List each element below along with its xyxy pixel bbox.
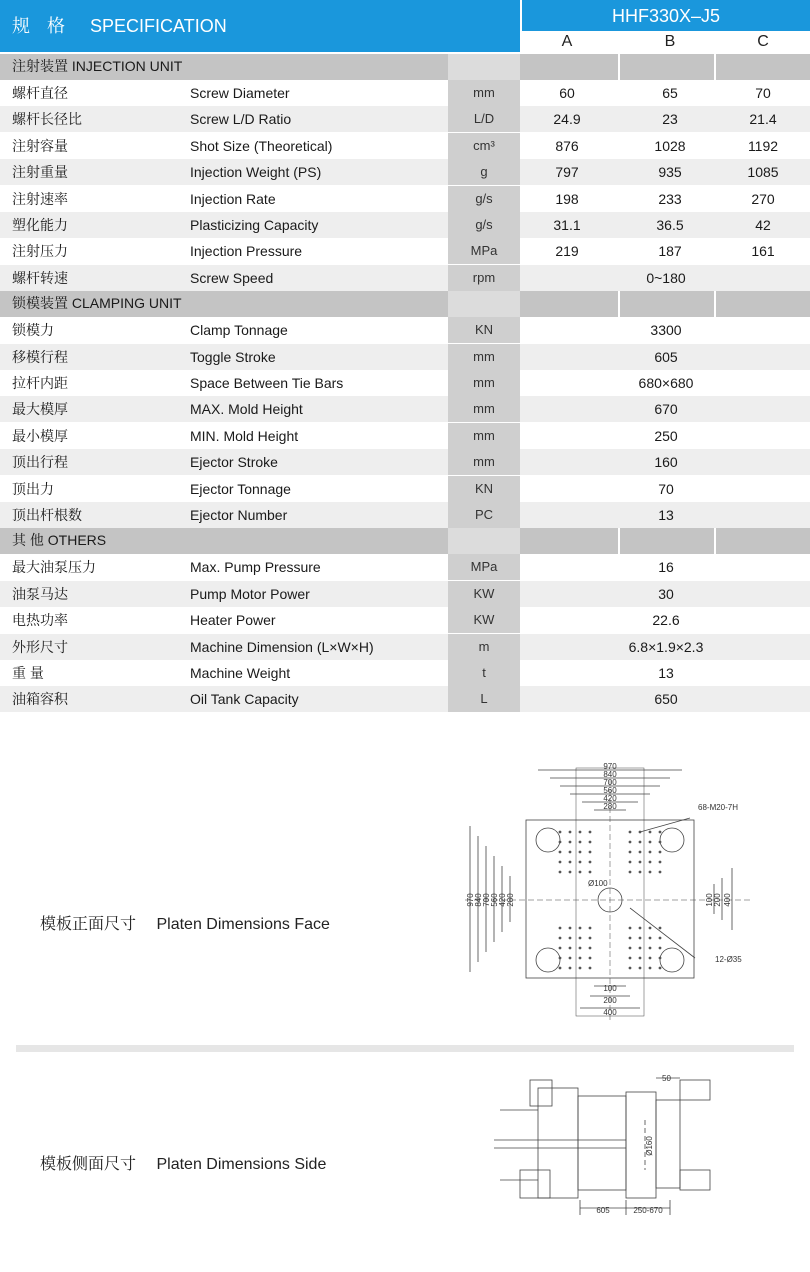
value-a: 219 bbox=[555, 243, 579, 259]
param-name-cn: 螺杆转速 bbox=[12, 270, 68, 286]
param-name-cn: 油泵马达 bbox=[12, 586, 68, 602]
spec-title-cn: 规 格 bbox=[12, 16, 72, 36]
mold-hole-dot bbox=[579, 967, 582, 970]
dim-right-2: 400 bbox=[723, 893, 732, 907]
column-separator bbox=[618, 54, 620, 80]
mold-hole-dot bbox=[559, 861, 562, 864]
dim-top-2: 700 bbox=[603, 778, 617, 787]
unit-cell: PC bbox=[448, 502, 520, 528]
unit-cell bbox=[448, 291, 520, 317]
mold-hole-dot bbox=[569, 967, 572, 970]
unit-cell: g bbox=[448, 159, 520, 185]
mold-hole-dot bbox=[639, 841, 642, 844]
tie-bar-hole bbox=[536, 828, 560, 852]
mold-hole-dot bbox=[659, 927, 662, 930]
unit-cell: rpm bbox=[448, 265, 520, 291]
section-title: 锁模装置 CLAMPING UNIT bbox=[12, 295, 182, 312]
param-name-cn: 螺杆长径比 bbox=[12, 111, 82, 127]
param-name-cn: 移模行程 bbox=[12, 349, 68, 365]
mold-hole-dot bbox=[629, 947, 632, 950]
mold-hole-dot bbox=[639, 861, 642, 864]
mold-hole-dot bbox=[639, 967, 642, 970]
unit-cell: MPa bbox=[448, 554, 520, 580]
mold-hole-dot bbox=[629, 967, 632, 970]
dim-top-3: 560 bbox=[603, 786, 617, 795]
mold-hole-dot bbox=[589, 957, 592, 960]
param-name-cn: 最大模厚 bbox=[12, 401, 68, 417]
unit-cell: MPa bbox=[448, 238, 520, 264]
mold-hole-dot bbox=[659, 937, 662, 940]
mold-hole-dot bbox=[649, 871, 652, 874]
value-all: 3300 bbox=[650, 322, 682, 338]
mold-hole-dot bbox=[639, 831, 642, 834]
table-row bbox=[0, 238, 810, 264]
mold-hole-dot bbox=[649, 831, 652, 834]
mold-hole-dot bbox=[629, 937, 632, 940]
dim-top-1: 840 bbox=[603, 770, 617, 779]
platen-face-label bbox=[40, 911, 330, 934]
param-name-en: Shot Size (Theoretical) bbox=[190, 138, 333, 154]
value-all: 13 bbox=[658, 665, 674, 681]
param-name-en: Ejector Stroke bbox=[190, 454, 278, 470]
section-header bbox=[0, 291, 810, 317]
table-row bbox=[0, 80, 810, 106]
param-name-en: Machine Weight bbox=[190, 665, 291, 681]
param-name-cn: 拉杆内距 bbox=[12, 375, 68, 391]
column-separator bbox=[714, 54, 716, 80]
mold-hole-dot bbox=[589, 861, 592, 864]
value-all: 22.6 bbox=[652, 612, 680, 628]
param-name-cn: 注射容量 bbox=[12, 138, 68, 154]
mold-hole-dot bbox=[579, 937, 582, 940]
param-name-en: Oil Tank Capacity bbox=[190, 691, 299, 707]
column-separator bbox=[714, 528, 716, 554]
mold-hole-dot bbox=[659, 957, 662, 960]
mold-hole-dot bbox=[649, 937, 652, 940]
moving-platen bbox=[538, 1088, 578, 1198]
table-row bbox=[0, 476, 810, 502]
mold-hole-dot bbox=[639, 927, 642, 930]
tie-bar-hole bbox=[660, 828, 684, 852]
table-row bbox=[0, 159, 810, 185]
param-name-en: Injection Weight (PS) bbox=[190, 164, 322, 180]
ring-holes-label: 12-Ø35 bbox=[715, 955, 742, 964]
unit-cell: g/s bbox=[448, 186, 520, 212]
mold-hole-dot bbox=[589, 841, 592, 844]
param-name-en: Toggle Stroke bbox=[190, 349, 276, 365]
spec-title bbox=[0, 0, 520, 52]
unit-cell: KW bbox=[448, 581, 520, 607]
mold-hole-dot bbox=[569, 871, 572, 874]
table-row bbox=[0, 634, 810, 660]
column-c-header: C bbox=[718, 31, 808, 52]
mold-hole-dot bbox=[639, 947, 642, 950]
table-row bbox=[0, 344, 810, 370]
mold-hole-dot bbox=[589, 927, 592, 930]
side-dim-top: 50 bbox=[662, 1074, 671, 1083]
dim-left-5: 280 bbox=[506, 893, 515, 907]
mold-hole-dot bbox=[579, 927, 582, 930]
value-a: 24.9 bbox=[553, 111, 581, 127]
table-row bbox=[0, 186, 810, 212]
unit-cell: mm bbox=[448, 80, 520, 106]
value-a: 31.1 bbox=[553, 217, 581, 233]
mold-hole-dot bbox=[639, 871, 642, 874]
side-bore-label: Ø160 bbox=[645, 1136, 654, 1156]
mold-hole-dot bbox=[559, 957, 562, 960]
section-title: 注射装置 INJECTION UNIT bbox=[12, 58, 183, 74]
value-a: 797 bbox=[555, 164, 579, 180]
mold-hole-dot bbox=[639, 851, 642, 854]
param-name-en: Injection Rate bbox=[190, 191, 276, 207]
unit-cell: L/D bbox=[448, 106, 520, 132]
value-all: 13 bbox=[658, 507, 674, 523]
value-c: 270 bbox=[751, 191, 775, 207]
table-row bbox=[0, 502, 810, 528]
param-name-en: Plasticizing Capacity bbox=[190, 217, 319, 233]
param-name-en: MAX. Mold Height bbox=[190, 401, 303, 417]
value-c: 1192 bbox=[747, 138, 779, 154]
value-all: 670 bbox=[654, 401, 678, 417]
column-separator bbox=[714, 291, 716, 317]
section-divider bbox=[16, 1045, 794, 1052]
value-a: 198 bbox=[555, 191, 579, 207]
dim-left-0: 970 bbox=[466, 893, 475, 907]
dim-bottom-2: 400 bbox=[603, 1008, 617, 1017]
column-a-header: A bbox=[522, 31, 612, 52]
mold-hole-dot bbox=[579, 851, 582, 854]
mold-hole-dot bbox=[589, 937, 592, 940]
table-row bbox=[0, 396, 810, 422]
value-b: 23 bbox=[662, 111, 678, 127]
mold-hole-dot bbox=[579, 841, 582, 844]
mold-hole-dot bbox=[559, 937, 562, 940]
mold-hole-dot bbox=[559, 947, 562, 950]
center-bore-label: Ø100 bbox=[588, 879, 608, 888]
table-row bbox=[0, 660, 810, 686]
value-a: 876 bbox=[555, 138, 579, 154]
unit-cell bbox=[448, 528, 520, 554]
unit-cell bbox=[448, 54, 520, 80]
platen-side-label bbox=[40, 1151, 326, 1174]
param-name-en: Screw L/D Ratio bbox=[190, 111, 292, 127]
table-row bbox=[0, 106, 810, 132]
table-row bbox=[0, 423, 810, 449]
dim-bottom-0: 100 bbox=[603, 984, 617, 993]
spec-title-en: SPECIFICATION bbox=[90, 16, 227, 36]
param-name-en: Screw Speed bbox=[190, 270, 274, 286]
mold-hole-dot bbox=[649, 861, 652, 864]
table-row bbox=[0, 686, 810, 712]
dim-left-3: 560 bbox=[490, 893, 499, 907]
unit-cell: mm bbox=[448, 423, 520, 449]
mold-hole-dot bbox=[629, 957, 632, 960]
column-b-header: B bbox=[622, 31, 718, 52]
value-all: 16 bbox=[658, 559, 674, 575]
mold-hole-dot bbox=[569, 841, 572, 844]
mold-hole-dot bbox=[569, 831, 572, 834]
mold-hole-dot bbox=[659, 851, 662, 854]
unit-cell: t bbox=[448, 660, 520, 686]
mold-hole-dot bbox=[569, 947, 572, 950]
hole-spec-label: 68-M20-7H bbox=[698, 803, 739, 812]
table-row bbox=[0, 317, 810, 343]
mold-hole-dot bbox=[559, 841, 562, 844]
param-name-cn: 塑化能力 bbox=[12, 217, 68, 233]
param-name-cn: 螺杆直径 bbox=[12, 85, 68, 101]
table-row bbox=[0, 554, 810, 580]
table-row bbox=[0, 449, 810, 475]
mold-hole-dot bbox=[579, 861, 582, 864]
table-row bbox=[0, 370, 810, 396]
value-all: 605 bbox=[654, 349, 678, 365]
mold-hole-dot bbox=[649, 947, 652, 950]
table-row bbox=[0, 212, 810, 238]
dim-left-4: 420 bbox=[498, 893, 507, 907]
mold-hole-dot bbox=[559, 831, 562, 834]
param-name-en: Injection Pressure bbox=[190, 243, 303, 259]
param-name-en: Ejector Tonnage bbox=[190, 481, 291, 497]
value-all: 0~180 bbox=[646, 270, 686, 286]
dim-right-0: 100 bbox=[705, 893, 714, 907]
value-c: 70 bbox=[755, 85, 771, 101]
unit-cell: mm bbox=[448, 370, 520, 396]
param-name-en: Pump Motor Power bbox=[190, 586, 310, 602]
value-a: 60 bbox=[559, 85, 575, 101]
mold-hole-dot bbox=[579, 871, 582, 874]
side-dim-right: 250-670 bbox=[633, 1206, 663, 1215]
unit-cell: KN bbox=[448, 317, 520, 343]
value-b: 36.5 bbox=[656, 217, 684, 233]
table-row bbox=[0, 133, 810, 159]
mold-hole-dot bbox=[629, 861, 632, 864]
param-name-en: Machine Dimension (L×W×H) bbox=[190, 639, 374, 655]
unit-cell: g/s bbox=[448, 212, 520, 238]
param-name-en: Max. Pump Pressure bbox=[190, 559, 321, 575]
platen-side-label-en: Platen Dimensions Side bbox=[156, 1156, 327, 1173]
param-name-cn: 顶出杆根数 bbox=[12, 507, 82, 523]
mold-hole-dot bbox=[639, 937, 642, 940]
mold-hole-dot bbox=[589, 831, 592, 834]
param-name-cn: 注射重量 bbox=[12, 164, 68, 180]
value-all: 6.8×1.9×2.3 bbox=[628, 639, 704, 655]
model-name: HHF330X–J5 bbox=[522, 0, 810, 31]
mold-hole-dot bbox=[649, 851, 652, 854]
value-b: 935 bbox=[658, 164, 682, 180]
mold-hole-dot bbox=[559, 967, 562, 970]
value-all: 70 bbox=[658, 481, 674, 497]
mold-hole-dot bbox=[629, 841, 632, 844]
mold-hole-dot bbox=[589, 851, 592, 854]
mold-hole-dot bbox=[659, 871, 662, 874]
mold-hole-dot bbox=[569, 957, 572, 960]
param-name-cn: 注射速率 bbox=[12, 191, 68, 207]
table-row bbox=[0, 607, 810, 633]
value-all: 680×680 bbox=[638, 375, 694, 391]
mold-hole-dot bbox=[589, 967, 592, 970]
mold-hole-dot bbox=[659, 841, 662, 844]
value-c: 161 bbox=[751, 243, 775, 259]
param-name-cn: 电热功率 bbox=[12, 612, 68, 628]
param-name-cn: 重 量 bbox=[12, 665, 44, 681]
platen-face-label-cn: 模板正面尺寸 bbox=[40, 916, 137, 933]
spec-header bbox=[0, 0, 810, 52]
mold-hole-dot bbox=[629, 831, 632, 834]
value-all: 650 bbox=[654, 691, 678, 707]
param-name-en: Space Between Tie Bars bbox=[190, 375, 344, 391]
mold-hole-dot bbox=[579, 831, 582, 834]
value-c: 42 bbox=[755, 217, 771, 233]
mold-hole-dot bbox=[659, 967, 662, 970]
section-header bbox=[0, 528, 810, 554]
dim-top-4: 420 bbox=[603, 794, 617, 803]
param-name-cn: 油箱容积 bbox=[12, 691, 68, 707]
mold-hole-dot bbox=[569, 927, 572, 930]
param-name-cn: 顶出力 bbox=[12, 481, 54, 497]
param-name-en: Screw Diameter bbox=[190, 85, 290, 101]
section-header bbox=[0, 54, 810, 80]
unit-cell: m bbox=[448, 634, 520, 660]
platen-face-drawing bbox=[460, 760, 760, 1025]
value-c: 21.4 bbox=[749, 111, 777, 127]
column-separator bbox=[618, 291, 620, 317]
mold-hole-dot bbox=[649, 841, 652, 844]
value-b: 187 bbox=[658, 243, 682, 259]
param-name-en: Clamp Tonnage bbox=[190, 322, 288, 338]
mold-hole-dot bbox=[629, 871, 632, 874]
mold-hole-dot bbox=[569, 851, 572, 854]
dim-right-1: 200 bbox=[713, 893, 722, 907]
mold-hole-dot bbox=[649, 967, 652, 970]
param-name-cn: 锁模力 bbox=[12, 322, 54, 338]
mold-hole-dot bbox=[589, 871, 592, 874]
value-all: 160 bbox=[654, 454, 678, 470]
unit-cell: L bbox=[448, 686, 520, 712]
param-name-cn: 最小模厚 bbox=[12, 428, 68, 444]
side-dim-left: 605 bbox=[596, 1206, 610, 1215]
mold-hole-dot bbox=[569, 937, 572, 940]
value-b: 1028 bbox=[654, 138, 686, 154]
mold-hole-dot bbox=[649, 957, 652, 960]
mold-hole-dot bbox=[659, 861, 662, 864]
unit-cell: KN bbox=[448, 476, 520, 502]
dim-bottom-1: 200 bbox=[603, 996, 617, 1005]
mold-hole-dot bbox=[569, 861, 572, 864]
value-all: 250 bbox=[654, 428, 678, 444]
unit-cell: KW bbox=[448, 607, 520, 633]
section-title: 其 他 OTHERS bbox=[12, 532, 107, 549]
table-row bbox=[0, 265, 810, 291]
mold-hole-dot bbox=[579, 957, 582, 960]
dim-left-2: 700 bbox=[482, 893, 491, 907]
value-b: 65 bbox=[662, 85, 678, 101]
mold-hole-dot bbox=[559, 871, 562, 874]
mold-hole-dot bbox=[629, 927, 632, 930]
param-name-cn: 注射压力 bbox=[12, 243, 68, 259]
unit-cell: cm³ bbox=[448, 133, 520, 159]
platen-side-drawing bbox=[490, 1070, 730, 1220]
value-all: 30 bbox=[658, 586, 674, 602]
param-name-cn: 最大油泵压力 bbox=[12, 559, 96, 575]
mold-hole-dot bbox=[579, 947, 582, 950]
dim-top-0: 970 bbox=[603, 762, 617, 771]
unit-cell: mm bbox=[448, 449, 520, 475]
tie-bar-hole bbox=[536, 948, 560, 972]
dim-left-1: 840 bbox=[474, 893, 483, 907]
mold-hole-dot bbox=[639, 957, 642, 960]
param-name-cn: 顶出行程 bbox=[12, 454, 68, 470]
value-b: 233 bbox=[658, 191, 682, 207]
param-name-cn: 外形尺寸 bbox=[12, 639, 68, 655]
dim-top-5: 280 bbox=[603, 802, 617, 811]
param-name-en: Ejector Number bbox=[190, 507, 288, 523]
mold-hole-dot bbox=[559, 851, 562, 854]
platen-side-label-cn: 模板侧面尺寸 bbox=[40, 1156, 137, 1173]
mold-hole-dot bbox=[629, 851, 632, 854]
mold-hole-dot bbox=[659, 947, 662, 950]
mold-hole-dot bbox=[589, 947, 592, 950]
param-name-en: MIN. Mold Height bbox=[190, 428, 299, 444]
table-row bbox=[0, 581, 810, 607]
tie-bar-hole bbox=[660, 948, 684, 972]
platen-face-label-en: Platen Dimensions Face bbox=[156, 916, 330, 933]
mold-hole-dot bbox=[659, 831, 662, 834]
unit-cell: mm bbox=[448, 396, 520, 422]
value-c: 1085 bbox=[747, 164, 779, 180]
mold-hole-dot bbox=[559, 927, 562, 930]
mold-hole-dot bbox=[649, 927, 652, 930]
param-name-en: Heater Power bbox=[190, 612, 276, 628]
column-separator bbox=[618, 528, 620, 554]
unit-cell: mm bbox=[448, 344, 520, 370]
